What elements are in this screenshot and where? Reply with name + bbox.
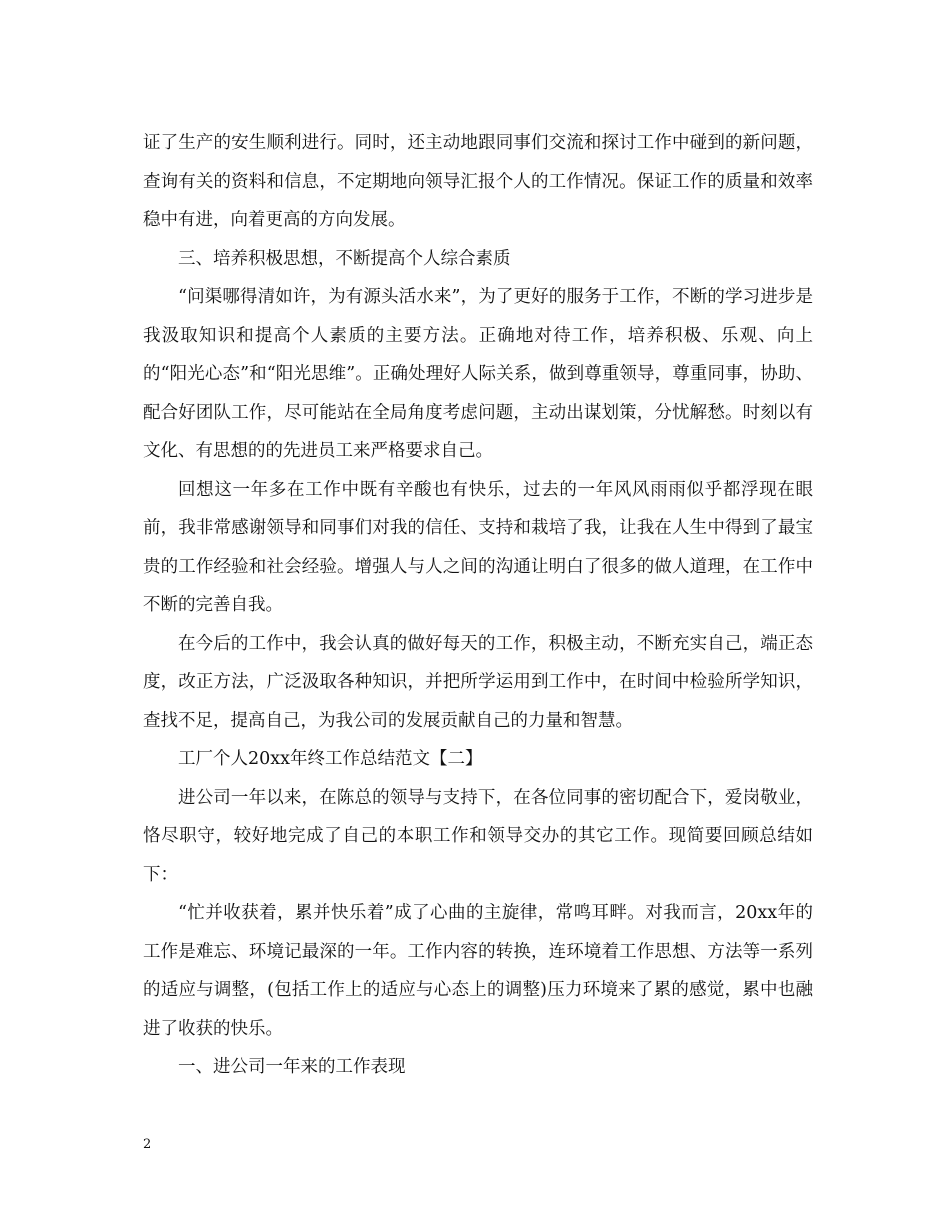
article-title-two: 工厂个人20xx年终工作总结范文【二】 <box>178 749 483 769</box>
section-heading-three: 三、培养积极思想，不断提高个人综合素质 <box>178 248 511 269</box>
paragraph-learning: “问渠哪得清如许，为有源头活水来”，为了更好的服务于工作，不断的学习进步是我汲取知识和提高个人素质的主要方法。正确地对待工作，培养积极、乐观、向上的“阳光心态”和“阳光思维”。正确处理好人际关系，做到尊重领导，尊重同事，协助、配合好团队工作，尽可能站在全局角度考虑问题，主动出谋划策，分忧解愁。时刻以有文化、有思想的的先进员工来严格要求自己。 <box>143 287 813 461</box>
page-number: 2 <box>143 1137 152 1152</box>
paragraph-future: 在今后的工作中，我会认真的做好每天的工作，积极主动，不断充实自己，端正态度，改正方法，广泛汲取各种知识，并把所学运用到工作中，在时间中检验所学知识，查找不足，提高自己，为我公司的发展贡献自己的力量和智慧。 <box>143 633 813 731</box>
paragraph-intro: 进公司一年以来，在陈总的领导与支持下，在各位同事的密切配合下，爱岗敬业，恪尽职守，较好地完成了自己的本职工作和领导交办的其它工作。现简要回顾总结如下： <box>143 787 813 885</box>
paragraph-busy-happy: “忙并收获着，累并快乐着”成了心曲的主旋律，常鸣耳畔。对我而言，20xx年的工作是难忘、环境记最深的一年。工作内容的转换，连环境着工作思想、方法等一系列的适应与调整，(包括工作上的适应与心态上的调整)压力环境来了累的感觉，累中也融进了收获的快乐。 <box>143 903 813 1039</box>
document-body <box>143 124 813 1087</box>
section-heading-one: 一、进公司一年来的工作表现 <box>178 1057 406 1077</box>
paragraph-reflection: 回想这一年多在工作中既有辛酸也有快乐，过去的一年风风雨雨似乎都浮现在眼前，我非常感谢领导和同事们对我的信任、支持和栽培了我，让我在人生中得到了最宝贵的工作经验和社会经验。增强人与人之间的沟通让明白了很多的做人道理，在工作中不断的完善自我。 <box>143 479 813 615</box>
paragraph-continuation: 证了生产的安生顺利进行。同时，还主动地跟同事们交流和探讨工作中碰到的新问题，查询有关的资料和信息，不定期地向领导汇报个人的工作情况。保证工作的质量和效率稳中有进，向着更高的方向发展。 <box>143 133 813 230</box>
